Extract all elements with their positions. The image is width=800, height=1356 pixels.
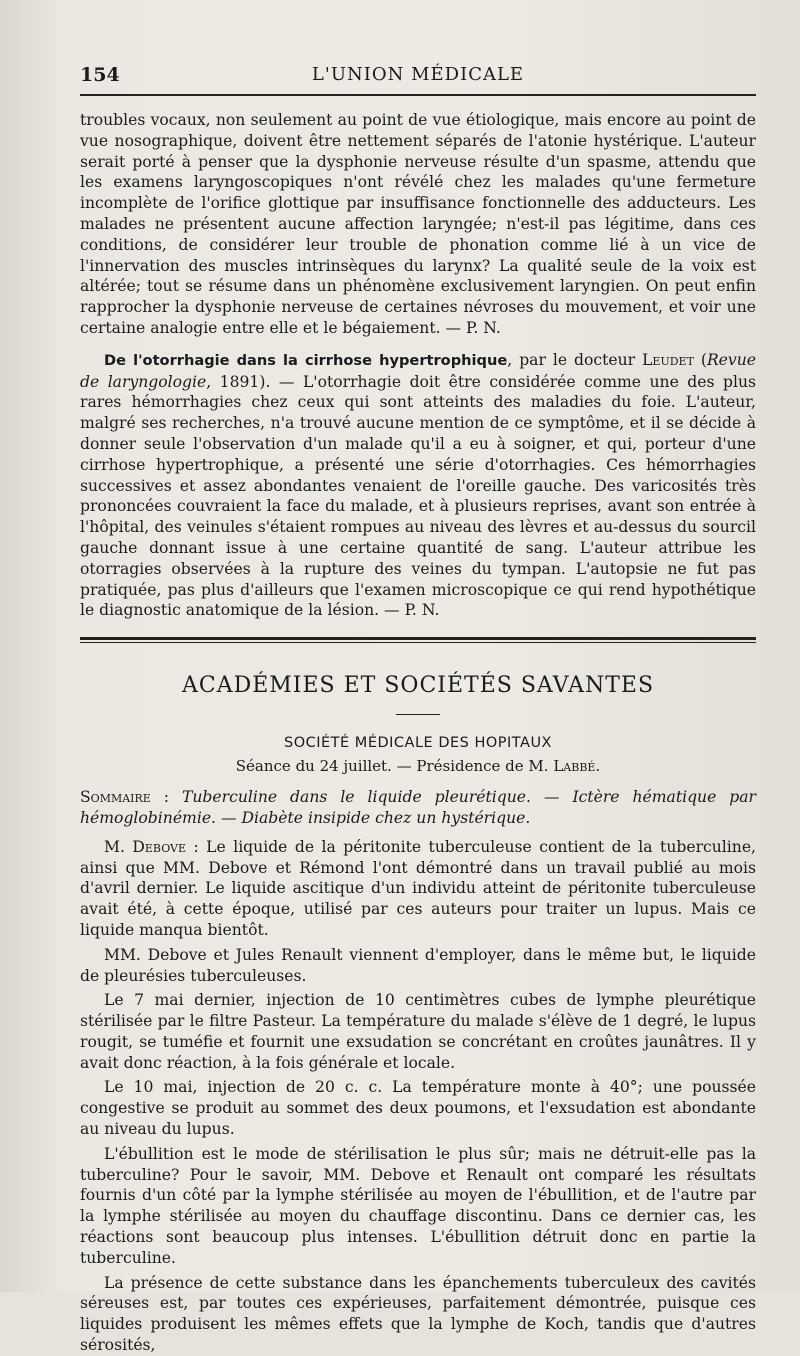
review-otorrhagie-ref-close: , 1891). —	[206, 372, 303, 391]
review-otorrhagie	[80, 350, 756, 621]
paragraph-debove-text: : Le liquide de la péritonite tuberculeuse contient de la tuberculine, ainsi que MM. Debove et Rémond l'ont démontré dans un travail publié au mois d'avril dernier. Le liquide ascitique d'un individu atteint de péritonite tuberculeuse avait été, à cette époque, utilisé par ces auteurs pour traiter un lupus. Mais ce liquide manqua bientôt.	[80, 837, 757, 939]
speaker-prefix: M.	[104, 837, 133, 856]
section-divider	[80, 637, 756, 643]
sommaire-sep: :	[150, 788, 182, 807]
review-otorrhagie-journal: Revue de laryngologie	[80, 350, 756, 391]
page-number: 154	[80, 64, 120, 86]
society-heading: SOCIÉTÉ MÉDICALE DES HOPITAUX	[284, 735, 552, 752]
title-rule	[396, 714, 440, 715]
review-otorrhagie-ref-open: (	[693, 350, 707, 369]
section-title: ACADÉMIES ET SOCIÉTÉS SAVANTES	[181, 673, 655, 699]
paragraph-debove	[80, 837, 756, 941]
review-otorrhagie-by: , par le docteur	[507, 350, 643, 369]
review-otorrhagie-author: Leudet	[642, 350, 694, 369]
review-section	[80, 110, 756, 621]
seance-report	[80, 837, 756, 1356]
paragraph-7-mai: Le 7 mai dernier, injection de 10 centimètres cubes de lymphe pleurétique stérilisée par le filtre Pasteur. La température du malade s'élève de 1 degré, le lupus rougit, se tuméfie et fournit une exsudation se concrétant en croûtes jaunâtres. Il y avait donc réaction, à la fois générale et locale.	[80, 991, 756, 1072]
running-head	[80, 58, 756, 96]
seance-suffix: .	[595, 757, 601, 776]
review-otorrhagie-title: De l'otorrhagie dans la cirrhose hypertrophique	[104, 351, 508, 369]
speaker-name: Debove	[132, 837, 187, 856]
paragraph-pleuresies: MM. Debove et Jules Renault viennent d'employer, dans le même but, le liquide de pleurésies tuberculeuses.	[80, 945, 756, 985]
review-dysphonie-continuation: troubles vocaux, non seulement au point de vue étiologique, mais encore au point de vue nosographique, doivent être nettement séparés de l'atonie hystérique. L'auteur serait porté à penser que la dysphonie nerveuse résulte d'un spasme, attendu que les examens laryngoscopiques n'ont révélé chez les malades qu'une fermeture incomplète de l'orifice glottique par insuffisance fonctionnelle des adducteurs. Les malades ne présentent aucune affection laryngée; n'est-il pas légitime, dans ces conditions, de considérer leur trouble de phonation comme lié à un vice de l'innervation des muscles intrinsèques du larynx? La qualité seule de la voix est altérée; tout se résume dans un phénomène exclusivement laryngien. On peut enfin rapprocher la dysphonie nerveuse de certaines névroses du mouvement, et voir une certaine analogie entre elle et le bégaiement. — P. N.	[80, 111, 756, 337]
seance-president: Labbé	[553, 757, 596, 776]
paragraph-10-mai: Le 10 mai, injection de 20 c. c. La température monte à 40°; une poussée congestive se produit au sommet des deux poumons, et l'exsudation est abondante au niveau du lupus.	[80, 1078, 756, 1139]
seance-line	[80, 757, 756, 775]
sommaire-text: Tuberculine dans le liquide pleurétique. — Ictère hématique par hémoglobinémie. — Diabète insipide chez un hystérique.	[80, 788, 757, 827]
seance-prefix: Séance du 24 juillet. — Présidence de M.	[235, 757, 554, 776]
paragraph-ebullition: L'ébullition est le mode de stérilisation le plus sûr; mais ne détruit-elle pas la tuberculine? Pour le savoir, MM. Debove et Renault ont comparé les résultats fournis d'un côté par la lymphe stérilisée au moyen de l'ébullition, et de l'autre par la lymphe stérilisée au moyen du chauffage discontinu. Dans ce dernier cas, les réactions sont beaucoup plus intenses. L'ébullition détruit donc en partie la tuberculine.	[80, 1144, 756, 1267]
journal-title: L'UNION MÉDICALE	[311, 64, 525, 85]
sommaire-label: Sommaire	[80, 788, 151, 807]
sommaire	[80, 787, 756, 829]
paragraph-presence: La présence de cette substance dans les épanchements tuberculeux des cavités séreuses est, par toutes ces expérieuses, parfaitement démontrée, puisque ces liquides produisent les mêmes effets que la lymphe de Koch, tandis que d'autres sérosités,	[80, 1273, 756, 1355]
review-otorrhagie-text: L'otorrhagie doit être considérée comme une des plus rares hémorrhagies chez ceux qui sont atteints des maladies du foie. L'auteur, malgré ses recherches, n'a trouvé aucune mention de ce symptôme, et il se décide à donner seule l'observation d'un malade qu'il a eu à soigner, et qui, porteur d'une cirrhose hypertrophique, a présenté une série d'otorrhagies. Ces hémorrhagies successives et assez abondantes venaient de l'oreille gauche. Des varicosités très prononcées couvraient la face du malade, et à plusieurs reprises, avant son entrée à l'hôpital, des veinules s'étaient rompues au niveau des lèvres et au-dessus du sourcil gauche donnant issue à une certaine quantité de sang. L'auteur attribue les otorragies observées à la rupture des veines du tympan. L'autopsie ne fut pas pratiquée, pas plus d'ailleurs que l'examen microscopique ce qui rend hypothétique le diagnostic anatomique de la lésion. — P. N.	[80, 372, 756, 620]
